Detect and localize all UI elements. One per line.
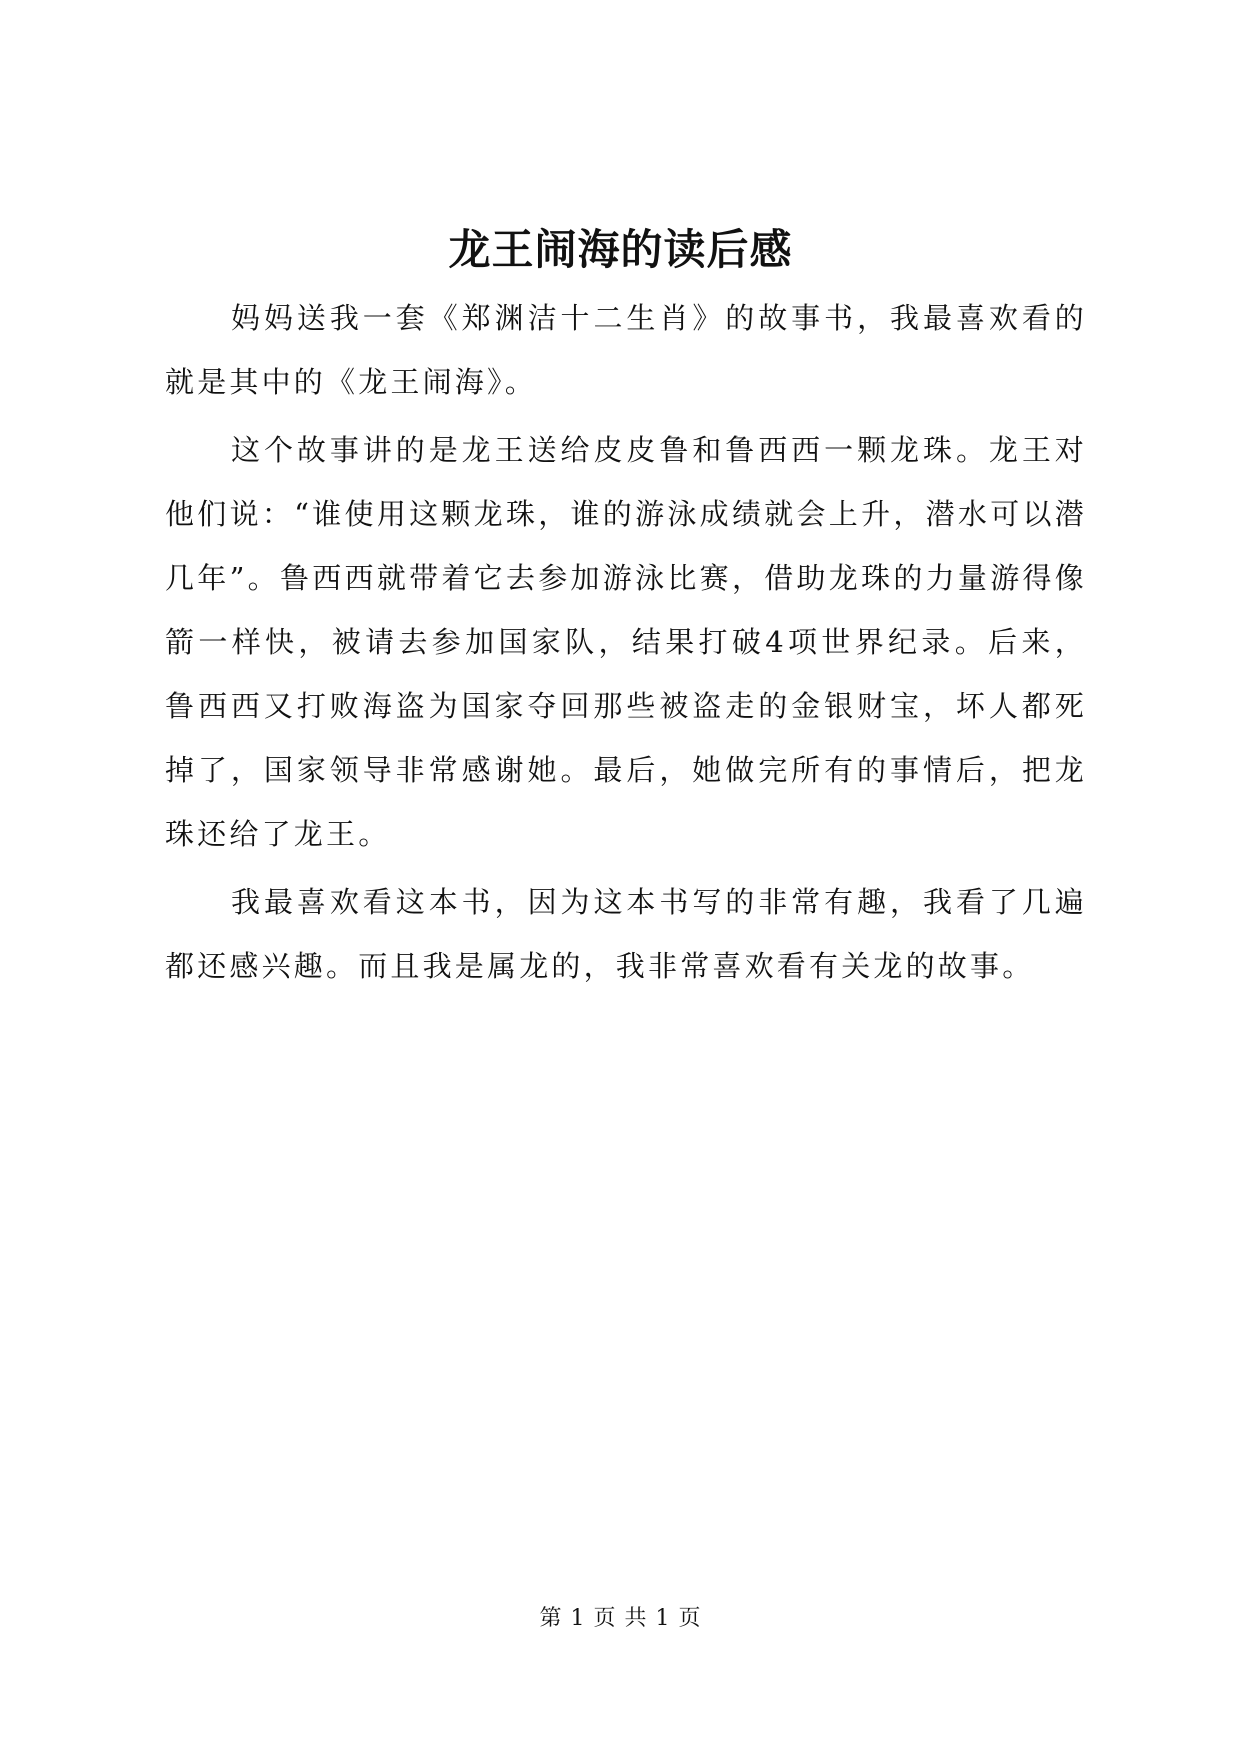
paragraph-story-summary: 这个故事讲的是龙王送给皮皮鲁和鲁西西一颗龙珠。龙王对他们说：“谁使用这颗龙珠，谁的游泳成绩就会上升，潜水可以潜几年”。鲁西西就带着它去参加游泳比赛，借助龙珠的力量游得像箭一样快，被请去参加国家队，结果打破4项世界纪录。后来，鲁西西又打败海盗为国家夺回那些被盗走的金银财宝，坏人都死掉了，国家领导非常感谢她。最后，她做完所有的事情后，把龙珠还给了龙王。 (165, 433, 1087, 851)
page-number-footer: 第 1 页 共 1 页 (539, 1606, 702, 1631)
document-body (165, 286, 1087, 1002)
paragraph-conclusion: 我最喜欢看这本书，因为这本书写的非常有趣，我看了几遍都还感兴趣。而且我是属龙的，我非常喜欢看有关龙的故事。 (165, 885, 1087, 983)
document-title: 龙王闹海的读后感 (448, 225, 793, 274)
paragraph-intro: 妈妈送我一套《郑渊洁十二生肖》的故事书，我最喜欢看的就是其中的《龙王闹海》。 (165, 301, 1087, 399)
